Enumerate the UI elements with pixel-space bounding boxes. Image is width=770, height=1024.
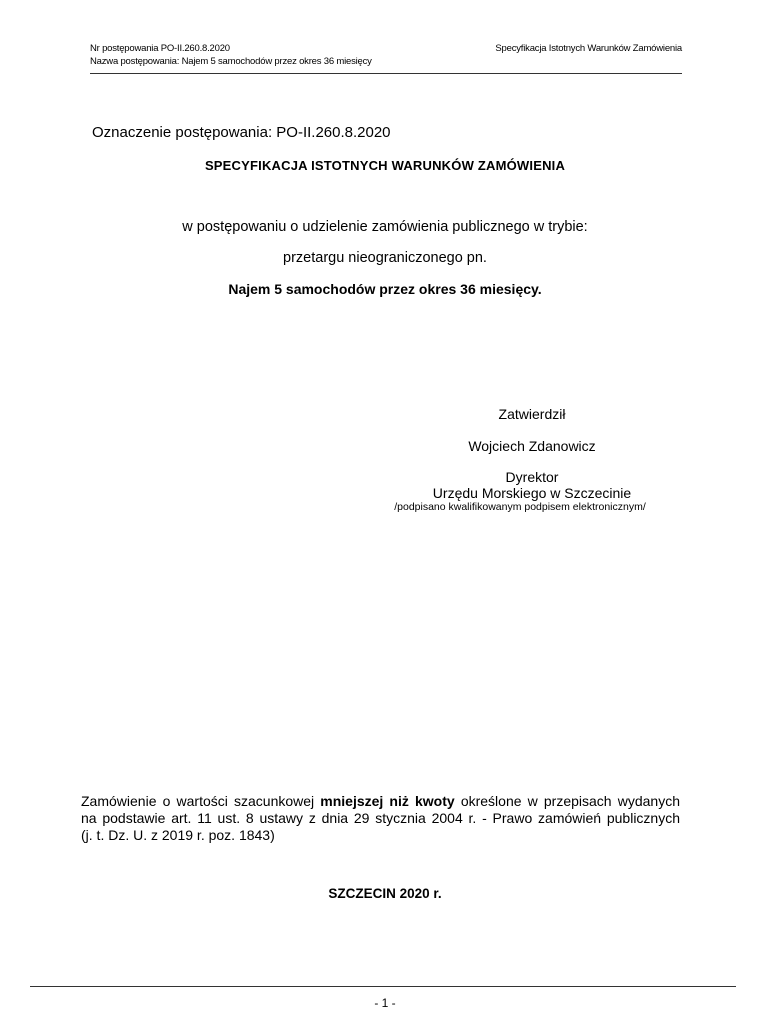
value-paragraph-line-1 — [81, 793, 680, 810]
approver-office: Urzędu Morskiego w Szczecinie — [432, 485, 632, 501]
footer-divider — [30, 986, 736, 987]
procedure-line: w postępowaniu o udzielenie zamówienia publicznego w trybie: — [182, 219, 588, 235]
header-procedure-number: Nr postępowania PO-II.260.8.2020 — [90, 43, 230, 54]
value-paragraph — [81, 793, 680, 844]
approver-name: Wojciech Zdanowicz — [468, 438, 596, 454]
header-divider — [90, 73, 682, 74]
header-procedure-name: Nazwa postępowania: Najem 5 samochodów przez okres 36 miesięcy — [90, 56, 372, 67]
signature-note: /podpisano kwalifikowanym podpisem elektronicznym/ — [394, 501, 646, 513]
procedure-mode: przetargu nieograniczonego pn. — [283, 250, 487, 266]
approval-label: Zatwierdził — [498, 406, 566, 422]
value-text-bold: mniejszej niż kwoty — [320, 793, 455, 809]
procurement-subject: Najem 5 samochodów przez okres 36 miesięcy. — [228, 281, 542, 297]
approver-position: Dyrektor — [505, 469, 559, 485]
header-document-title: Specyfikacja Istotnych Warunków Zamówienia — [495, 43, 682, 54]
value-paragraph-line-3: (j. t. Dz. U. z 2019 r. poz. 1843) — [81, 827, 275, 843]
value-paragraph-line-2: na podstawie art. 11 ust. 8 ustawy z dnia 29 stycznia 2004 r. - Prawo zamówień publicznych — [81, 810, 680, 826]
value-text-part1: Zamówienie o wartości szacunkowej — [81, 793, 321, 809]
document-title: SPECYFIKACJA ISTOTNYCH WARUNKÓW ZAMÓWIENIA — [204, 158, 566, 173]
page-number: - 1 - — [374, 996, 396, 1010]
value-text-part2: określone w przepisach wydanych — [454, 793, 680, 809]
procedure-designation: Oznaczenie postępowania: PO-II.260.8.2020 — [92, 124, 391, 141]
city-year: SZCZECIN 2020 r. — [328, 886, 442, 901]
